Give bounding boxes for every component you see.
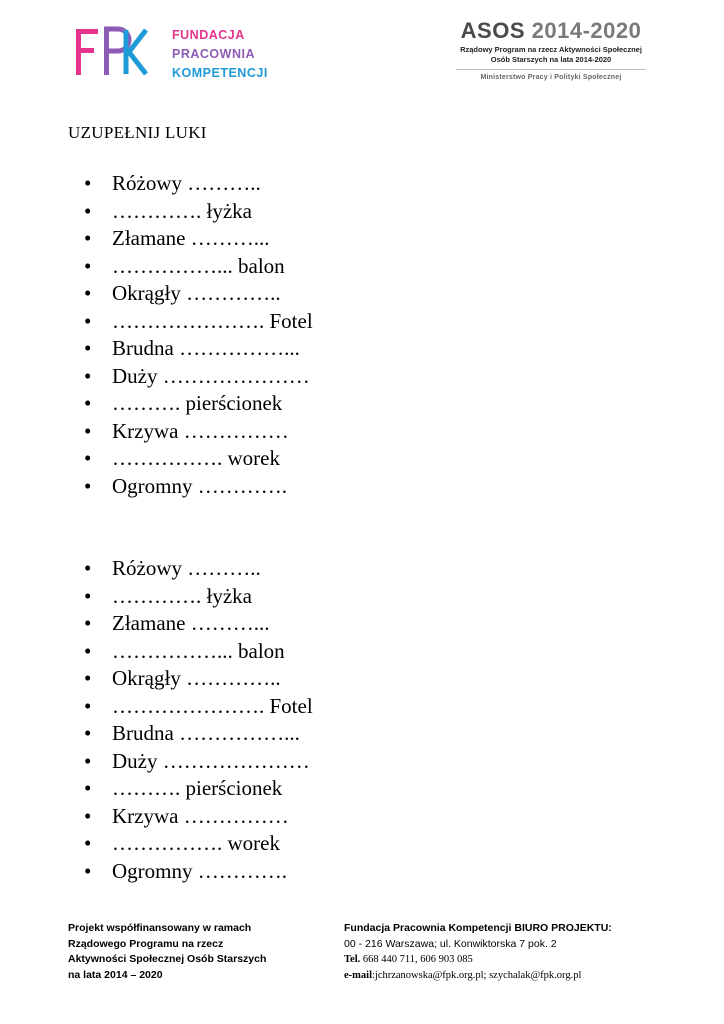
list-item	[84, 830, 313, 858]
list-item-text: Brudna ……………...	[112, 336, 300, 360]
list-item-text: Brudna ……………...	[112, 721, 300, 745]
list-item-text: Okrągły …………..	[112, 666, 281, 690]
list-item	[84, 170, 313, 198]
asos-ministry: Ministerstwo Pracy i Polityki Społecznej	[480, 74, 622, 81]
bullet-icon: •	[84, 171, 92, 195]
list-item-text: Duży …………………	[112, 363, 310, 388]
list-item	[84, 693, 313, 721]
list-item-text: ……………... balon	[112, 253, 285, 278]
bullet-icon: •	[84, 253, 92, 278]
list-item	[84, 308, 313, 336]
fpk-logo	[74, 26, 274, 82]
list-item	[84, 335, 313, 363]
bullet-icon: •	[84, 858, 92, 883]
list-item-text: ………. pierścionek	[112, 391, 283, 415]
list-item	[84, 473, 313, 501]
list-item-text: Ogromny ………….	[112, 473, 287, 498]
bullet-icon: •	[84, 418, 92, 443]
list-item	[84, 665, 313, 693]
bullet-icon: •	[84, 721, 92, 745]
list-item-text: ………. pierścionek	[112, 776, 283, 800]
list-item-text: Okrągły …………..	[112, 281, 281, 305]
list-item	[84, 638, 313, 666]
list-item	[84, 555, 313, 583]
list-item	[84, 225, 313, 253]
bullet-icon: •	[84, 693, 92, 718]
bullet-icon: •	[84, 198, 92, 223]
footer-address: 00 - 216 Warszawa; ul. Konwiktorska 7 pok. 2	[344, 937, 557, 950]
bullet-icon: •	[84, 666, 92, 690]
list-item-text: Różowy ………..	[112, 171, 261, 195]
fpk-wordmark	[172, 26, 268, 83]
footer-email	[344, 968, 612, 984]
asos-subtitle1: Rządowy Program na rzecz Aktywności Społecznej	[460, 45, 642, 54]
bullet-icon: •	[84, 638, 92, 663]
list-item-text: …………………. Fotel	[112, 308, 313, 333]
fpk-letters-icon	[74, 26, 152, 78]
footer-tel-label: Tel.	[344, 954, 361, 965]
list-item	[84, 445, 313, 473]
footer-left-line: Rządowego Programu na rzecz	[68, 937, 224, 950]
bullet-icon: •	[84, 363, 92, 388]
asos-divider	[456, 69, 646, 70]
list-item	[84, 610, 313, 638]
list-item-text: Krzywa ……………	[112, 418, 289, 443]
list-item	[84, 390, 313, 418]
list-item-text: ……………. worek	[112, 831, 280, 855]
bullet-icon: •	[84, 748, 92, 773]
footer-left-line: Aktywności Społecznej Osób Starszych	[68, 953, 267, 965]
list-item-text: Złamane ………...	[112, 611, 270, 635]
list-item	[84, 748, 313, 776]
bullet-icon: •	[84, 831, 92, 855]
bullet-icon: •	[84, 583, 92, 608]
footer-contact	[344, 921, 612, 983]
asos-title	[456, 18, 646, 44]
footer-email-value: :jchrzanowska@fpk.org.pl; szychalak@fpk.org.pl	[372, 969, 582, 981]
bullet-icon: •	[84, 336, 92, 360]
footer-left-line: Projekt współfinansowany w ramach	[68, 922, 252, 934]
bullet-icon: •	[84, 803, 92, 828]
bullet-icon: •	[84, 281, 92, 305]
bullet-icon: •	[84, 473, 92, 498]
fpk-line3: KOMPETENCJI	[172, 66, 268, 80]
gap-fill-list-2	[84, 555, 313, 885]
list-item	[84, 858, 313, 886]
list-item	[84, 775, 313, 803]
list-item-text: ……………... balon	[112, 638, 285, 663]
asos-title-a: ASOS	[460, 18, 525, 43]
asos-logo	[456, 18, 646, 81]
list-item-text: Duży …………………	[112, 748, 310, 773]
bullet-icon: •	[84, 446, 92, 470]
list-item	[84, 253, 313, 281]
list-item-text: …………. łyżka	[112, 583, 252, 608]
list-item-text: ……………. worek	[112, 446, 280, 470]
list-item	[84, 280, 313, 308]
gap-fill-list-1	[84, 170, 313, 500]
footer-left-line: na lata 2014 – 2020	[68, 968, 163, 981]
asos-title-b: 2014-2020	[531, 18, 642, 43]
bullet-icon: •	[84, 391, 92, 415]
footer-funding-note	[68, 921, 266, 983]
asos-subtitle2: Osób Starszych na lata 2014-2020	[490, 55, 612, 64]
bullet-icon: •	[84, 556, 92, 580]
list-item-text: Różowy ………..	[112, 556, 261, 580]
list-item-text: Krzywa ……………	[112, 803, 289, 828]
list-item	[84, 418, 313, 446]
list-item-text: …………………. Fotel	[112, 693, 313, 718]
fpk-line1: FUNDACJA	[172, 28, 245, 42]
footer-tel	[344, 952, 612, 968]
fpk-line2: PRACOWNIA	[172, 47, 255, 61]
footer-org: Fundacja Pracownia Kompetencji BIURO PROJEKTU:	[344, 922, 612, 934]
list-item	[84, 803, 313, 831]
list-item	[84, 363, 313, 391]
list-item-text: Ogromny ………….	[112, 858, 287, 883]
list-item	[84, 583, 313, 611]
list-item-text: …………. łyżka	[112, 198, 252, 223]
list-item	[84, 720, 313, 748]
footer-tel-value: 668 440 711, 606 903 085	[362, 954, 473, 965]
list-item	[84, 198, 313, 226]
footer-email-label: e-mail	[344, 969, 372, 981]
bullet-icon: •	[84, 308, 92, 333]
worksheet-heading: UZUPEŁNIJ LUKI	[68, 123, 207, 142]
bullet-icon: •	[84, 776, 92, 800]
bullet-icon: •	[84, 611, 92, 635]
list-item-text: Złamane ………...	[112, 226, 270, 250]
bullet-icon: •	[84, 226, 92, 250]
